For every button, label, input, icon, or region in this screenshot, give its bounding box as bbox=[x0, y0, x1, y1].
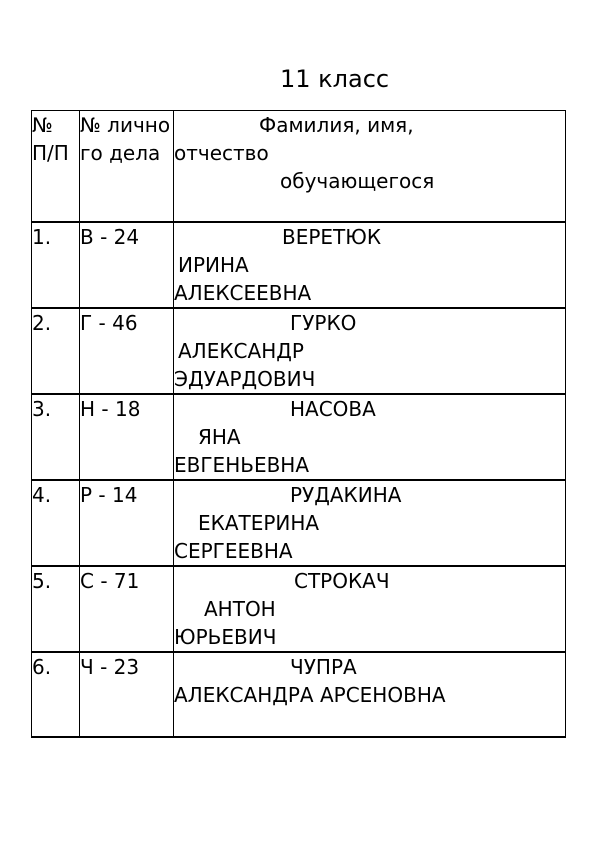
row-case-number: Р - 14 bbox=[80, 480, 174, 566]
row-surname: ЧУПРА bbox=[290, 655, 357, 679]
row-patronymic: АЛЕКСЕЕВНА bbox=[174, 281, 312, 305]
header-num bbox=[32, 111, 80, 223]
row-surname: ГУРКО bbox=[290, 311, 357, 335]
row-full-name bbox=[174, 222, 566, 308]
row-first-name: ЯНА bbox=[198, 425, 241, 449]
row-num: 5. bbox=[32, 566, 80, 652]
header-case-number bbox=[80, 111, 174, 223]
row-case-number: Н - 18 bbox=[80, 394, 174, 480]
row-surname: РУДАКИНА bbox=[290, 483, 402, 507]
table-header-row bbox=[32, 111, 566, 223]
row-surname: ВЕРЕТЮК bbox=[282, 225, 382, 249]
row-case-number: Ч - 23 bbox=[80, 652, 174, 737]
row-surname: НАСОВА bbox=[290, 397, 376, 421]
header-full-name bbox=[174, 111, 566, 223]
row-first-name: АЛЕКСАНДР bbox=[178, 339, 304, 363]
row-patronymic: ЕВГЕНЬЕВНА bbox=[174, 453, 310, 477]
row-full-name bbox=[174, 480, 566, 566]
row-first-name: АНТОН bbox=[204, 597, 276, 621]
row-patronymic: ЭДУАРДОВИЧ bbox=[174, 367, 316, 391]
table-row bbox=[32, 480, 566, 566]
header-name-line-2: отчество bbox=[174, 141, 269, 165]
page-title: 11 класс bbox=[280, 65, 390, 93]
header-num-text: № П/П bbox=[32, 113, 69, 165]
student-table bbox=[31, 110, 566, 738]
row-num: 1. bbox=[32, 222, 80, 308]
row-full-name bbox=[174, 394, 566, 480]
row-patronymic: СЕРГЕЕВНА bbox=[174, 539, 293, 563]
row-num: 4. bbox=[32, 480, 80, 566]
row-num: 3. bbox=[32, 394, 80, 480]
table-row bbox=[32, 394, 566, 480]
row-patronymic: ЮРЬЕВИЧ bbox=[174, 625, 277, 649]
table-row bbox=[32, 652, 566, 737]
table-row bbox=[32, 566, 566, 652]
row-case-number: В - 24 bbox=[80, 222, 174, 308]
header-name-line-3: обучающегося bbox=[280, 169, 435, 193]
row-first-name: ИРИНА bbox=[178, 253, 249, 277]
row-first-name-and-patronymic: АЛЕКСАНДРА АРСЕНОВНА bbox=[174, 683, 446, 707]
table-row bbox=[32, 308, 566, 394]
row-full-name bbox=[174, 652, 566, 737]
row-full-name bbox=[174, 566, 566, 652]
row-first-name: ЕКАТЕРИНА bbox=[198, 511, 320, 535]
row-num: 2. bbox=[32, 308, 80, 394]
row-surname: СТРОКАЧ bbox=[294, 569, 390, 593]
row-num: 6. bbox=[32, 652, 80, 737]
row-case-number: С - 71 bbox=[80, 566, 174, 652]
row-case-number: Г - 46 bbox=[80, 308, 174, 394]
table-row bbox=[32, 222, 566, 308]
header-name-line-1: Фамилия, имя, bbox=[259, 113, 414, 137]
header-case-text: № лично го дела bbox=[80, 113, 171, 165]
row-full-name bbox=[174, 308, 566, 394]
